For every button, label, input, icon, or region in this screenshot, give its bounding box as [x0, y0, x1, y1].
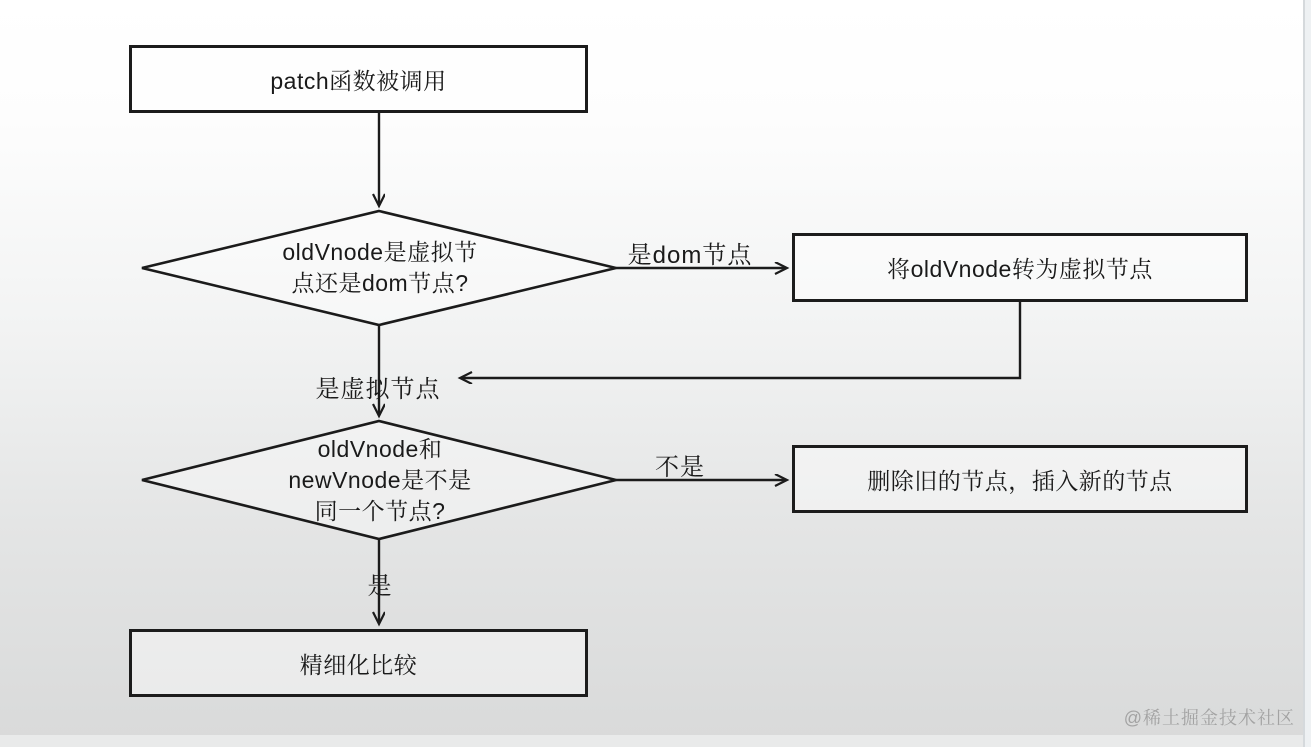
- edge-label-is-vnode: 是虚拟节点: [315, 376, 441, 403]
- decision-same-node-label: [230, 434, 530, 527]
- connector-convert-return: [461, 302, 1020, 378]
- fine-compare-node-label: 精细化比较: [299, 651, 418, 678]
- bottom-strip: [0, 735, 1311, 747]
- fine-compare-node: [129, 629, 588, 697]
- convert-node: [792, 233, 1248, 302]
- edge-label-not-same: 不是: [655, 454, 705, 481]
- decision-vnode-type-line1: oldVnode是虚拟节: [282, 239, 478, 265]
- replace-node: [792, 445, 1248, 513]
- decision-same-node-line3: 同一个节点?: [314, 498, 446, 524]
- watermark: @稀土掘金技术社区: [1123, 708, 1295, 728]
- decision-same-node-line1: oldVnode和: [317, 436, 443, 462]
- decision-same-node-line2: newVnode是不是: [288, 467, 472, 493]
- edge-label-is-dom: 是dom节点: [627, 242, 753, 269]
- decision-vnode-type-line2: 点还是dom节点?: [291, 270, 469, 296]
- replace-node-label: 删除旧的节点，插入新的节点: [867, 467, 1173, 494]
- start-node: [129, 45, 588, 113]
- edge-label-same: 是: [367, 573, 393, 600]
- start-node-label: patch函数被调用: [270, 67, 447, 94]
- decision-vnode-type-label: [230, 237, 530, 299]
- convert-node-label: 将oldVnode转为虚拟节点: [887, 256, 1153, 282]
- right-edge-strip: [1303, 0, 1311, 747]
